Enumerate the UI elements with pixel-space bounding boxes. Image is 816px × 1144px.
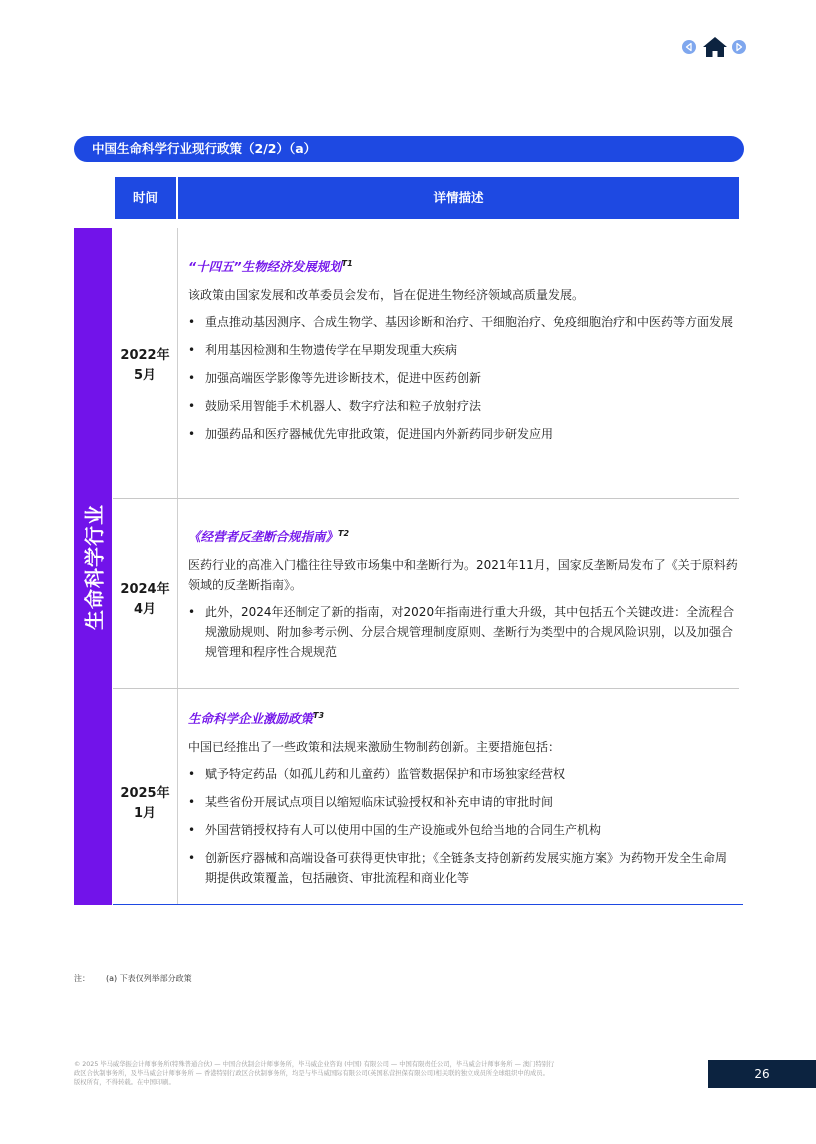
policy-bullets: [188, 602, 738, 662]
row-date: [113, 784, 177, 824]
side-category-label: [74, 228, 112, 905]
date-year: 2025年: [120, 786, 170, 801]
table-note: [74, 973, 192, 984]
table-bottom-border: [113, 904, 743, 905]
policy-title: 生命科学企业激励政策$^{T3}$: [188, 711, 325, 726]
date-year: 2024年: [120, 582, 170, 597]
note-label: 注：: [74, 974, 90, 983]
policy-bullets: [188, 764, 738, 888]
reference-marker: T2: [338, 529, 350, 538]
list-item: • 利用基因检测和生物遗传学在早期发现重大疾病: [188, 340, 738, 360]
copyright-footer: [74, 1060, 684, 1087]
row-separator: [113, 498, 739, 499]
row-separator: [113, 688, 739, 689]
reference-marker: T3: [313, 711, 325, 720]
date-month: 5月: [133, 368, 157, 383]
list-item: • 某些省份开展试点项目以缩短临床试验授权和补充申请的审批时间: [188, 792, 738, 812]
footer-line: © 2025 毕马威华振会计师事务所(特殊普通合伙) — 中国合伙制会计师事务所，毕马威企业咨询 (中国) 有限公司 — 中国有限责任公司，毕马威会计师事务所 — 澳门特别行: [74, 1061, 555, 1068]
column-divider: [177, 228, 178, 904]
policy-title: “十四五”生物经济发展规划$^{T1}$: [188, 259, 353, 274]
policy-detail: [188, 254, 738, 452]
policy-detail: [188, 706, 738, 896]
policy-intro: 中国已经推出了一些政策和法规来激励生物制药创新。主要措施包括：: [188, 740, 561, 754]
section-title: 中国生命科学行业现行政策（2/2）（a）: [74, 136, 744, 162]
list-item: • 鼓励采用智能手术机器人、数字疗法和粒子放射疗法: [188, 396, 738, 416]
policy-detail: [188, 524, 738, 670]
policy-bullets: [188, 312, 738, 444]
header-time: 时间: [115, 177, 176, 219]
list-item: • 加强药品和医疗器械优先审批政策，促进国内外新药同步研发应用: [188, 424, 738, 444]
footer-line: 版权所有，不得转载。在中国印刷。: [74, 1079, 175, 1086]
list-item: • 加强高端医学影像等先进诊断技术，促进中医药创新: [188, 368, 738, 388]
prev-page-icon[interactable]: [682, 40, 696, 54]
side-category-text: 生命科学行业: [82, 503, 107, 630]
policy-intro: 该政策由国家发展和改革委员会发布，旨在促进生物经济领域高质量发展。: [188, 288, 585, 302]
next-page-icon[interactable]: [732, 40, 746, 54]
list-item: • 创新医疗器械和高端设备可获得更快审批；《全链条支持创新药发展实施方案》为药物开发全生命周期提供政策覆盖，包括融资、审批流程和商业化等: [188, 848, 738, 888]
footer-line: 政区合伙制事务所，及毕马威会计师事务所 — 香港特别行政区合伙制事务所，均是与毕马威国际有限公司(英国私营担保有限公司)相关联的独立成员所全球组织中的成员。: [74, 1070, 549, 1077]
header-detail: 详情描述: [178, 177, 739, 219]
page-number: 26: [708, 1060, 816, 1088]
list-item: • 外国营销授权持有人可以使用中国的生产设施或外包给当地的合同生产机构: [188, 820, 738, 840]
reference-marker: T1: [341, 259, 353, 268]
date-year: 2022年: [120, 348, 170, 363]
row-date: [113, 580, 177, 620]
list-item: • 赋予特定药品（如孤儿药和儿童药）监管数据保护和市场独家经营权: [188, 764, 738, 784]
page-navigation: [682, 36, 748, 58]
note-text: (a) 下表仅列举部分政策: [106, 974, 192, 983]
date-month: 1月: [133, 806, 157, 821]
date-month: 4月: [133, 602, 157, 617]
home-icon[interactable]: [702, 36, 728, 58]
policy-title: 《经营者反垄断合规指南》$^{T2}$: [188, 529, 350, 544]
list-item: • 重点推动基因测序、合成生物学、基因诊断和治疗、干细胞治疗、免疫细胞治疗和中医药等方面发展: [188, 312, 738, 332]
policy-intro: 医药行业的高准入门槛往往导致市场集中和垄断行为。2021年11月，国家反垄断局发布了《关于原料药领域的反垄断指南》。: [188, 558, 738, 592]
row-date: [113, 346, 177, 386]
list-item: • 此外，2024年还制定了新的指南，对2020年指南进行重大升级，其中包括五个关键改进：全流程合规激励规则、附加参考示例、分层合规管理制度原则、垄断行为类型中的合规风险识别，以及加强合规管理和程序性合规规范: [188, 602, 738, 662]
